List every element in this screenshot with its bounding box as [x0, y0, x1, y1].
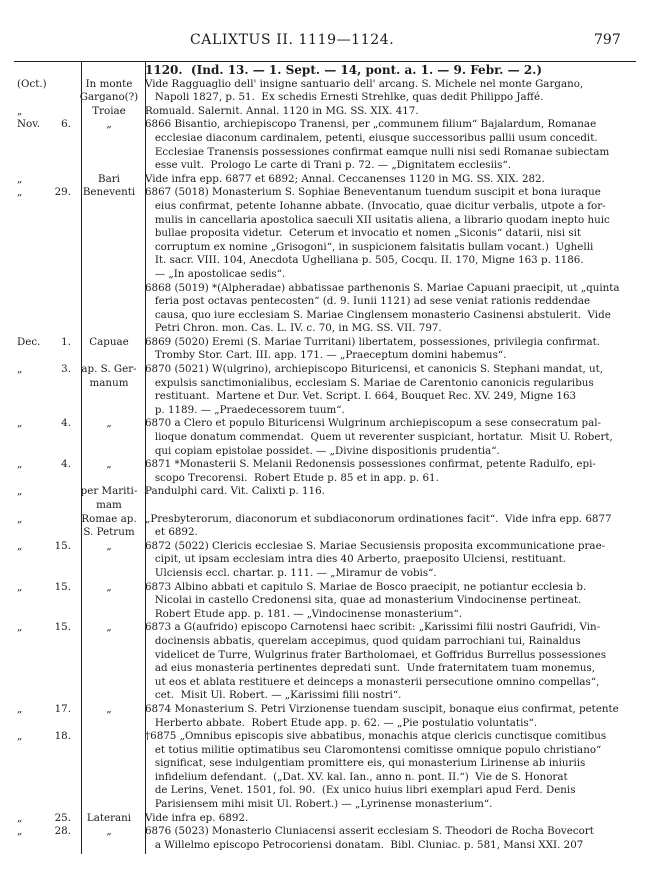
entry-line [14, 282, 640, 296]
place-cell: mam [96, 499, 122, 511]
entry-line [14, 390, 640, 404]
date-cell [14, 159, 77, 173]
entry-line [14, 717, 640, 731]
date-cell [14, 431, 77, 445]
place-cell: Beneventi [82, 186, 136, 199]
entry-line [14, 757, 640, 771]
entry-line [14, 499, 640, 513]
place-cell: In monte [85, 77, 133, 90]
entry-text: cipit, ut ipsam ecclesiam intra dies 40 Arberto, praeposito Ulciensi, restituant. [145, 553, 567, 566]
entry-line [14, 540, 640, 554]
entry-text: Tromby Stor. Cart. III. app. 171. — „Praeceptum domini habemus“. [145, 349, 507, 362]
date-cell [14, 309, 77, 323]
entry-text: It. sacr. VIII. 104, Anecdota Ughelliana p. 505, Cocqu. II. 170, Migne 163 p. 1186. [145, 254, 584, 267]
entry-line [14, 485, 640, 499]
entry-text: feria post octavas pentecosten“ (d. 9. Iunii 1121) ad sese veniat rationis reddendae [145, 295, 591, 308]
place-cell: Laterani [86, 811, 132, 824]
entry-line [14, 662, 640, 676]
entry-line [14, 363, 640, 377]
date-cell [14, 594, 77, 608]
entry-text: et totius militie optimatibus seu Claromontensi comitisse omnique populo christiano“ [145, 743, 602, 756]
place-cell: „ [106, 417, 112, 430]
entry-line [14, 839, 640, 853]
entry-text: 6874 Monasterium S. Petri Virzionense tuendam suscipit, bonaque eius confirmat, petente [145, 702, 619, 715]
entry-text: de Lerins, Venet. 1501, fol. 90. (Ex unico huius libri exemplari apud Ferd. Denis [145, 784, 576, 797]
entry-line [14, 744, 640, 758]
date-day: 3. [61, 363, 71, 376]
date-cell [14, 404, 77, 418]
entry-text: infidelium defendant. („Dat. XV. kal. Ian., anno n. pont. II.“) Vie de S. Honorat [145, 770, 568, 783]
entry-text: 6870 a Clero et populo Bituricensi Wulgrinum archiepiscopum a sese consecratum pal- [145, 417, 602, 430]
entry-line [14, 730, 640, 744]
entry-line [14, 159, 640, 173]
entry-line [14, 458, 640, 472]
entry-line [14, 784, 640, 798]
entry-text: 6869 (5020) Eremi (S. Mariae Turritani) libertatem, possessiones, privilegia confirmat. [145, 335, 601, 348]
place-cell: „ [106, 825, 112, 838]
entry-line [14, 214, 640, 228]
date-cell [14, 757, 77, 771]
date-cell [14, 499, 77, 513]
entry-line [14, 336, 640, 350]
date-day: 4. [61, 458, 71, 471]
entry-line [14, 513, 640, 527]
entry-line [14, 268, 640, 282]
entry-line [14, 146, 640, 160]
date-month: „ [17, 702, 23, 715]
date-cell [14, 377, 77, 391]
entry-line [14, 241, 640, 255]
entry-line [14, 349, 640, 363]
date-day: 15. [54, 621, 71, 634]
date-month: Nov. [17, 118, 41, 131]
entry-text: significat, sese indulgentiam promittere eis, qui monasterium Lirinense ab iniuriis [145, 757, 586, 770]
date-cell [14, 567, 77, 581]
entry-text: restituant. Martene et Dur. Vet. Script. I. 664, Bouquet Rec. XV. 249, Migne 163 [145, 390, 577, 403]
entry-text: ad eius monasteria pertinentes depredati sunt. Unde fraternitatem tuam monemus, [145, 662, 596, 675]
entry-text: Ulciensis eccl. chartar. p. 111. — „Miramur de vobis“. [145, 566, 437, 579]
date-cell [14, 540, 77, 554]
date-cell [14, 417, 77, 431]
entry-text: qui copiam epistolae possidet. — „Divine dispositionis prudentia“. [145, 444, 500, 457]
entry-text: 6868 (5019) *(Alpheradae) abbatissae parthenonis S. Mariae Capuani praecipit, ut „quinta [145, 281, 620, 294]
date-month: „ [17, 621, 23, 634]
entry-text: 6872 (5022) Clericis ecclesiae S. Mariae Secusiensis proposita excommunicatione prae- [145, 539, 606, 552]
entry-line [14, 812, 640, 826]
date-month: „ [17, 825, 23, 838]
date-cell [14, 105, 77, 119]
entry-line [14, 132, 640, 146]
entry-text: expulsis sanctimonialibus, ecclesiam S. Mariae de Carentonio canonicis regularibus [145, 376, 594, 389]
date-cell [14, 472, 77, 486]
entry-line [14, 295, 640, 309]
entry-text: 6873 Albino abbati et capitulo S. Mariae de Bosco praecipit, ne potiantur ecclesia b. [145, 580, 587, 593]
date-cell [14, 744, 77, 758]
entry-line [14, 91, 640, 105]
date-cell [14, 322, 77, 336]
header-rule [14, 61, 636, 62]
date-month: „ [17, 172, 23, 185]
entry-text: Romuald. Salernit. Annal. 1120 in MG. SS. XIX. 417. [145, 104, 419, 117]
entry-line [14, 472, 640, 486]
place-cell: „ [106, 539, 112, 552]
entry-text: Vide infra ep. 6892. [145, 811, 249, 824]
entry-text: et 6892. [145, 526, 198, 539]
date-cell [14, 295, 77, 309]
entry-line [14, 173, 640, 187]
date-cell [14, 91, 77, 105]
date-month: „ [17, 363, 23, 376]
date-cell [14, 608, 77, 622]
date-day: 25. [54, 811, 71, 824]
entry-text: videlicet de Turre, Wulgrinus frater Bartholomaei, et Goffridus Burrellus possessiones [145, 648, 607, 661]
entry-line [14, 526, 640, 540]
entry-text: p. 1189. — „Praedecessorem tuum“. [145, 403, 345, 416]
entry-line [14, 118, 640, 132]
date-cell [14, 78, 77, 92]
entry-text: 6866 Bisantio, archiepiscopo Tranensi, per „communem filium“ Bajalardum, Romanae [145, 118, 597, 131]
entry-line [14, 404, 640, 418]
entry-line [14, 186, 640, 200]
entry-line [14, 377, 640, 391]
entry-text: docinensis abbatis, querelam accepimus, quod quidam parrochiani tui, Rainaldus [145, 634, 581, 647]
entry-line [14, 553, 640, 567]
entry-line [14, 64, 640, 78]
entry-line [14, 635, 640, 649]
date-cell [14, 336, 77, 350]
date-cell [14, 662, 77, 676]
entry-text: 6867 (5018) Monasterium S. Sophiae Beneventanum tuendum suscipit et bona iuraque [145, 186, 601, 199]
date-cell [14, 363, 77, 377]
date-cell [14, 839, 77, 853]
entry-line [14, 417, 640, 431]
year-heading: 1120. (Ind. 13. — 1. Sept. — 14, pont. a. 1. — 9. Febr. — 2.) [145, 63, 543, 77]
date-cell [14, 717, 77, 731]
entry-text: Pandulphi card. Vit. Calixti p. 116. [145, 485, 325, 498]
date-day: 29. [54, 186, 71, 199]
entry-line [14, 431, 640, 445]
date-cell [14, 268, 77, 282]
date-cell [14, 458, 77, 472]
place-cell: „ [106, 621, 112, 634]
date-month: „ [17, 417, 23, 430]
entry-line [14, 676, 640, 690]
date-cell [14, 118, 77, 132]
entry-line [14, 594, 640, 608]
entry-text: causa, quo iure ecclesiam S. Mariae Cinglensem monasterio Casinensi abstulerit. Vide [145, 308, 611, 321]
entry-line [14, 254, 640, 268]
date-cell [14, 132, 77, 146]
entry-line [14, 581, 640, 595]
date-cell [14, 526, 77, 540]
place-cell: „ [106, 580, 112, 593]
entry-text: Nicolai in castello Credonensi sita, quae ad monasterium Vindocinense pertineat. [145, 594, 582, 607]
date-month: Dec. [17, 335, 41, 348]
entry-text: Herberto abbate. Robert Etude app. p. 62. — „Pie postulatio voluntatis“. [145, 716, 538, 729]
register-entries [14, 64, 640, 852]
date-cell [14, 689, 77, 703]
entry-text: Petri Chron. mon. Cas. L. IV. c. 70, in MG. SS. VII. 797. [145, 322, 442, 335]
entry-text: Parisiensem mihi misit Ul. Robert.) — „Lyrinense monasterium“. [145, 798, 493, 811]
date-cell [14, 349, 77, 363]
date-month: „ [17, 186, 23, 199]
date-month: „ [17, 104, 23, 117]
place-cell: ap. S. Ger- [81, 363, 137, 376]
entry-text: 6870 (5021) W(ulgrino), archiepiscopo Bituricensi, et canonicis S. Stephani mandat, ut, [145, 363, 604, 376]
entry-line [14, 200, 640, 214]
date-cell [14, 676, 77, 690]
entry-text: Napoli 1827, p. 51. Ex schedis Ernesti Strehlke, quas dedit Philippo Jaffé. [145, 91, 544, 104]
date-month: (Oct.) [17, 77, 47, 90]
entry-line [14, 445, 640, 459]
entry-text: corruptum ex nomine „Grisogoni“, in suspicionem falsitatis bullam vocant.) Ughelli [145, 240, 594, 253]
place-cell: „ [106, 702, 112, 715]
place-cell: Bari [98, 172, 120, 185]
place-cell: Capuae [89, 335, 129, 348]
entry-text: eius confirmat, petente Iohanne abbate. (Invocatio, quae dicitur verbalis, utpote a for- [145, 199, 606, 212]
date-cell [14, 282, 77, 296]
entry-line [14, 608, 640, 622]
entry-text: 6876 (5023) Monasterio Cluniacensi asserit ecclesiam S. Theodori de Rocha Bovecort [145, 825, 594, 838]
entry-line [14, 567, 640, 581]
date-cell [14, 798, 77, 812]
entry-text: Vide infra epp. 6877 et 6892; Annal. Ceccanenses 1120 in MG. SS. XIX. 282. [145, 172, 545, 185]
date-day: 17. [54, 702, 71, 715]
entry-line [14, 227, 640, 241]
entry-line [14, 771, 640, 785]
entry-line [14, 703, 640, 717]
date-month: „ [17, 458, 23, 471]
entry-line [14, 689, 640, 703]
place-cell: Romae ap. [81, 512, 137, 525]
entry-line [14, 825, 640, 839]
date-day: 4. [61, 417, 71, 430]
entry-line [14, 105, 640, 119]
place-cell: S. Petrum [83, 526, 135, 539]
date-month: „ [17, 539, 23, 552]
place-cell: Gargano(?) [79, 91, 139, 104]
date-cell [14, 173, 77, 187]
entry-text: Ecclesiae Tranensis possessiones confirmat eamque nulli nisi sedi Romanae subiectam [145, 145, 610, 158]
date-cell [14, 485, 77, 499]
entry-text: „Presbyterorum, diaconorum et subdiaconorum ordinationes facit“. Vide infra epp. 6877 [145, 512, 612, 525]
entry-text: scopo Trecorensi. Robert Etude p. 85 et in app. p. 61. [145, 471, 439, 484]
date-cell [14, 214, 77, 228]
place-cell: „ [106, 118, 112, 131]
place-cell: manum [89, 376, 129, 389]
entry-text: †6875 „Omnibus episcopis sive abbatibus, monachis atque clericis cunctisque comitibus [145, 730, 607, 743]
date-cell [14, 635, 77, 649]
date-cell [14, 825, 77, 839]
date-day: 18. [54, 730, 71, 743]
entry-text: — „In apostolicae sedis“. [145, 267, 286, 280]
place-cell: per Mariti- [80, 485, 138, 498]
date-month: „ [17, 485, 23, 498]
date-cell [14, 186, 77, 200]
entry-text: esse vult. Prologo Le carte di Trani p. 72. — „Dignitatem ecclesiis“. [145, 159, 511, 172]
entry-line [14, 621, 640, 635]
date-cell [14, 621, 77, 635]
date-cell [14, 553, 77, 567]
date-month: „ [17, 580, 23, 593]
date-cell [14, 445, 77, 459]
entry-text: a Willelmo episcopo Petrocoriensi donatam. Bibl. Cluniac. p. 581, Mansi XXI. 207 [145, 838, 584, 851]
entry-text: 6871 *Monasterii S. Melanii Redonensis possessiones confirmat, petente Radulfo, epi- [145, 458, 596, 471]
entry-text: bullae proposita videtur. Ceterum et invocatio et nomen „Siconis“ datarii, nisi sit [145, 227, 582, 240]
date-cell [14, 730, 77, 744]
entry-line [14, 322, 640, 336]
entry-line [14, 649, 640, 663]
entry-text: Robert Etude app. p. 181. — „Vindocinense monasterium“. [145, 607, 463, 620]
date-day: 15. [54, 539, 71, 552]
page-number: 797 [594, 32, 621, 48]
date-month: „ [17, 512, 23, 525]
running-header-title: CALIXTUS II. 1119—1124. [190, 32, 395, 48]
date-cell [14, 581, 77, 595]
date-cell [14, 241, 77, 255]
date-cell [14, 649, 77, 663]
date-cell [14, 64, 77, 78]
entry-text: lioque donatum commendat. Quem ut reverenter suspiciant, hortatur. Misit U. Robert, [145, 431, 613, 444]
date-cell [14, 254, 77, 268]
date-month: „ [17, 811, 23, 824]
entry-text: ut eos et ablata restituere et deinceps a monasterii persecutione omnino compellas“, [145, 675, 600, 688]
entry-line [14, 309, 640, 323]
date-day: 15. [54, 580, 71, 593]
date-cell [14, 784, 77, 798]
date-day: 28. [54, 825, 71, 838]
date-cell [14, 227, 77, 241]
place-cell: Troiae [92, 104, 126, 117]
entry-text: mulis in cancellaria apostolica saeculi XII usitatis aliena, a librario quodam inepto huic [145, 213, 610, 226]
place-cell: „ [106, 458, 112, 471]
date-month: „ [17, 730, 23, 743]
date-cell [14, 146, 77, 160]
entry-text: 6873 a G(aufrido) episcopo Carnotensi haec scribit: „Karissimi filii nostri Gaufridi, Vin- [145, 621, 601, 634]
date-cell [14, 703, 77, 717]
date-cell [14, 200, 77, 214]
date-day: 1. [61, 335, 71, 348]
date-cell [14, 771, 77, 785]
date-cell [14, 390, 77, 404]
entry-text: ecclesiae diaconum cardinalem, petenti, eiusque successoribus pallii usum concedit. [145, 131, 598, 144]
entry-line [14, 798, 640, 812]
entry-line [14, 78, 640, 92]
date-cell [14, 812, 77, 826]
entry-text: Vide Ragguaglio dell' insigne santuario dell' arcang. S. Michele nel monte Gargano, [145, 77, 584, 90]
entry-text: cet. Misit Ul. Robert. — „Karissimi filii nostri“. [145, 689, 402, 702]
date-cell [14, 513, 77, 527]
date-day: 6. [61, 118, 71, 131]
